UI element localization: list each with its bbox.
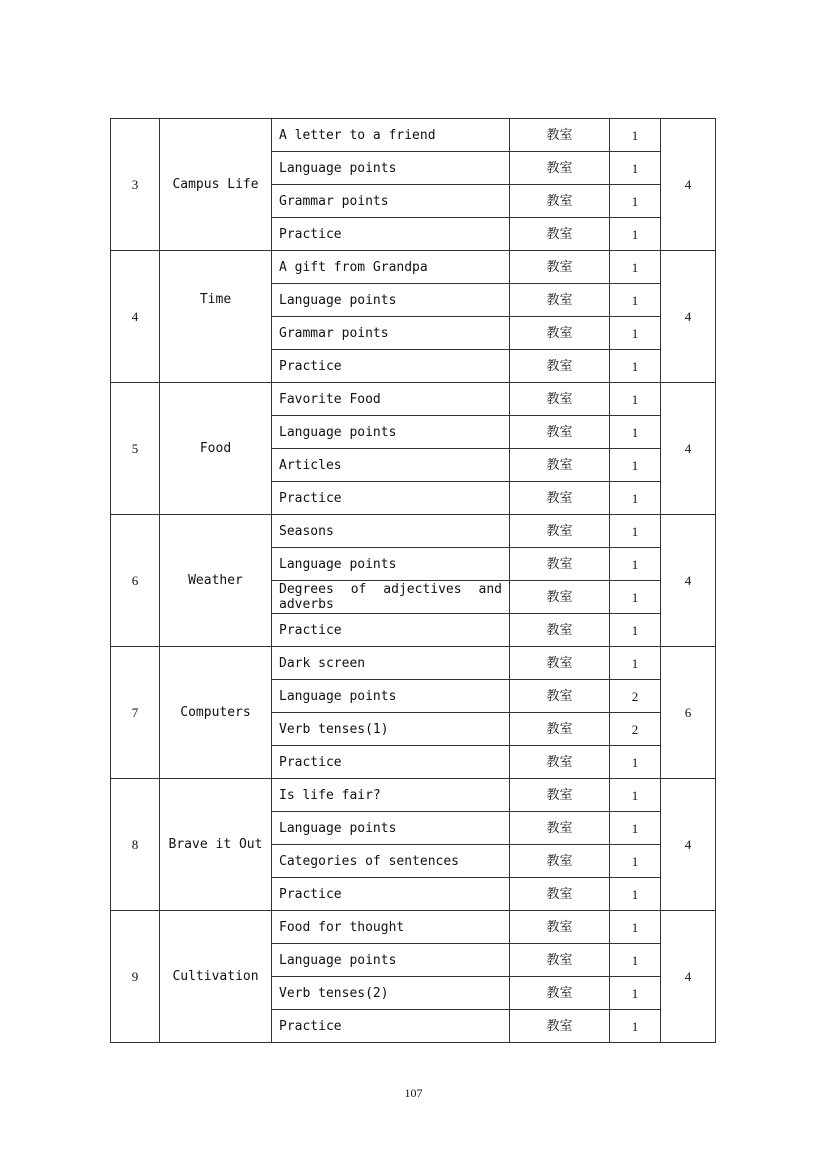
unit-topic-cell (160, 251, 272, 383)
lesson-content-cell: A letter to a friend (272, 119, 510, 152)
lesson-place-cell: 教室 (510, 317, 610, 350)
lesson-hours-cell: 1 (610, 1010, 661, 1043)
lesson-place-cell: 教室 (510, 977, 610, 1010)
table-row (111, 911, 716, 944)
lesson-place-cell: 教室 (510, 647, 610, 680)
unit-total-hours-cell: 4 (661, 515, 716, 647)
unit-topic-cell (160, 647, 272, 779)
lesson-place-cell: 教室 (510, 449, 610, 482)
lesson-place-cell: 教室 (510, 482, 610, 515)
lesson-place-cell: 教室 (510, 383, 610, 416)
lesson-place-cell: 教室 (510, 713, 610, 746)
unit-topic-cell (160, 383, 272, 515)
lesson-place-cell: 教室 (510, 911, 610, 944)
unit-number-cell: 5 (111, 383, 160, 515)
unit-topic-label: Time (199, 292, 232, 307)
lesson-content-cell: Grammar points (272, 185, 510, 218)
lesson-content-cell: Verb tenses(1) (272, 713, 510, 746)
unit-total-hours-cell: 4 (661, 383, 716, 515)
lesson-content-cell: Seasons (272, 515, 510, 548)
lesson-place-cell: 教室 (510, 416, 610, 449)
unit-number-cell: 9 (111, 911, 160, 1043)
lesson-content-cell: Language points (272, 416, 510, 449)
unit-total-hours-cell: 6 (661, 647, 716, 779)
lesson-place-cell: 教室 (510, 284, 610, 317)
lesson-content-cell: Language points (272, 548, 510, 581)
lesson-place-cell: 教室 (510, 119, 610, 152)
lesson-hours-cell: 1 (610, 251, 661, 284)
lesson-hours-cell: 1 (610, 911, 661, 944)
lesson-hours-cell: 1 (610, 779, 661, 812)
lesson-content-cell: Dark screen (272, 647, 510, 680)
lesson-content-cell: Grammar points (272, 317, 510, 350)
lesson-hours-cell: 1 (610, 284, 661, 317)
lesson-place-cell: 教室 (510, 680, 610, 713)
lesson-hours-cell: 1 (610, 581, 661, 614)
table-body (111, 119, 716, 1043)
unit-topic-label: Food (199, 441, 232, 456)
lesson-hours-cell: 1 (610, 746, 661, 779)
lesson-hours-cell: 2 (610, 713, 661, 746)
unit-topic-cell (160, 779, 272, 911)
lesson-place-cell: 教室 (510, 746, 610, 779)
lesson-hours-cell: 1 (610, 614, 661, 647)
lesson-content-cell: Is life fair? (272, 779, 510, 812)
lesson-hours-cell: 1 (610, 350, 661, 383)
lesson-hours-cell: 1 (610, 944, 661, 977)
lesson-place-cell: 教室 (510, 1010, 610, 1043)
lesson-place-cell: 教室 (510, 185, 610, 218)
lesson-content-cell: Food for thought (272, 911, 510, 944)
unit-number-cell: 7 (111, 647, 160, 779)
lesson-place-cell: 教室 (510, 878, 610, 911)
lesson-content-cell: Practice (272, 482, 510, 515)
lesson-content-cell: A gift from Grandpa (272, 251, 510, 284)
lesson-content-cell: Language points (272, 680, 510, 713)
lesson-hours-cell: 1 (610, 383, 661, 416)
lesson-hours-cell: 1 (610, 416, 661, 449)
lesson-content-cell: Favorite Food (272, 383, 510, 416)
table-row (111, 779, 716, 812)
course-schedule-table (110, 118, 716, 1043)
lesson-place-cell: 教室 (510, 779, 610, 812)
table-row (111, 251, 716, 284)
lesson-hours-cell: 1 (610, 977, 661, 1010)
lesson-content-cell: Practice (272, 350, 510, 383)
unit-topic-label: Campus Life (172, 177, 259, 192)
lesson-content-cell: Language points (272, 812, 510, 845)
table-row (111, 515, 716, 548)
lesson-content-cell: Practice (272, 1010, 510, 1043)
lesson-content-cell: Categories of sentences (272, 845, 510, 878)
lesson-content-cell: Practice (272, 878, 510, 911)
lesson-content-cell: Verb tenses(2) (272, 977, 510, 1010)
lesson-hours-cell: 1 (610, 647, 661, 680)
table-row (111, 647, 716, 680)
lesson-place-cell: 教室 (510, 548, 610, 581)
lesson-place-cell: 教室 (510, 944, 610, 977)
unit-total-hours-cell: 4 (661, 779, 716, 911)
lesson-hours-cell: 1 (610, 185, 661, 218)
lesson-hours-cell: 2 (610, 680, 661, 713)
lesson-place-cell: 教室 (510, 515, 610, 548)
lesson-place-cell: 教室 (510, 812, 610, 845)
unit-topic-cell (160, 119, 272, 251)
unit-topic-cell (160, 911, 272, 1043)
unit-topic-label: Weather (188, 573, 243, 588)
unit-topic-label: Computers (180, 705, 251, 720)
unit-topic-label: Brave it Out (168, 837, 263, 852)
lesson-place-cell: 教室 (510, 218, 610, 251)
unit-number-cell: 6 (111, 515, 160, 647)
unit-total-hours-cell: 4 (661, 911, 716, 1043)
lesson-hours-cell: 1 (610, 878, 661, 911)
lesson-content-cell: Practice (272, 746, 510, 779)
lesson-content-cell: Degrees of adjectives and adverbs (272, 581, 510, 614)
lesson-hours-cell: 1 (610, 548, 661, 581)
lesson-content-cell: Practice (272, 614, 510, 647)
unit-topic-label: Cultivation (172, 969, 259, 984)
lesson-hours-cell: 1 (610, 812, 661, 845)
unit-number-cell: 3 (111, 119, 160, 251)
lesson-hours-cell: 1 (610, 845, 661, 878)
lesson-content-cell: Language points (272, 284, 510, 317)
lesson-content-cell: Language points (272, 944, 510, 977)
unit-topic-cell (160, 515, 272, 647)
lesson-place-cell: 教室 (510, 152, 610, 185)
table-row (111, 383, 716, 416)
lesson-place-cell: 教室 (510, 350, 610, 383)
page-number: 107 (404, 1086, 423, 1100)
unit-total-hours-cell: 4 (661, 251, 716, 383)
unit-total-hours-cell: 4 (661, 119, 716, 251)
lesson-content-cell: Practice (272, 218, 510, 251)
lesson-hours-cell: 1 (610, 482, 661, 515)
lesson-hours-cell: 1 (610, 515, 661, 548)
unit-number-cell: 8 (111, 779, 160, 911)
lesson-content-cell: Language points (272, 152, 510, 185)
lesson-hours-cell: 1 (610, 119, 661, 152)
lesson-place-cell: 教室 (510, 614, 610, 647)
lesson-place-cell: 教室 (510, 251, 610, 284)
unit-number-cell: 4 (111, 251, 160, 383)
lesson-hours-cell: 1 (610, 218, 661, 251)
lesson-place-cell: 教室 (510, 581, 610, 614)
table-row (111, 119, 716, 152)
lesson-hours-cell: 1 (610, 317, 661, 350)
lesson-hours-cell: 1 (610, 449, 661, 482)
lesson-content-cell: Articles (272, 449, 510, 482)
lesson-place-cell: 教室 (510, 845, 610, 878)
lesson-hours-cell: 1 (610, 152, 661, 185)
